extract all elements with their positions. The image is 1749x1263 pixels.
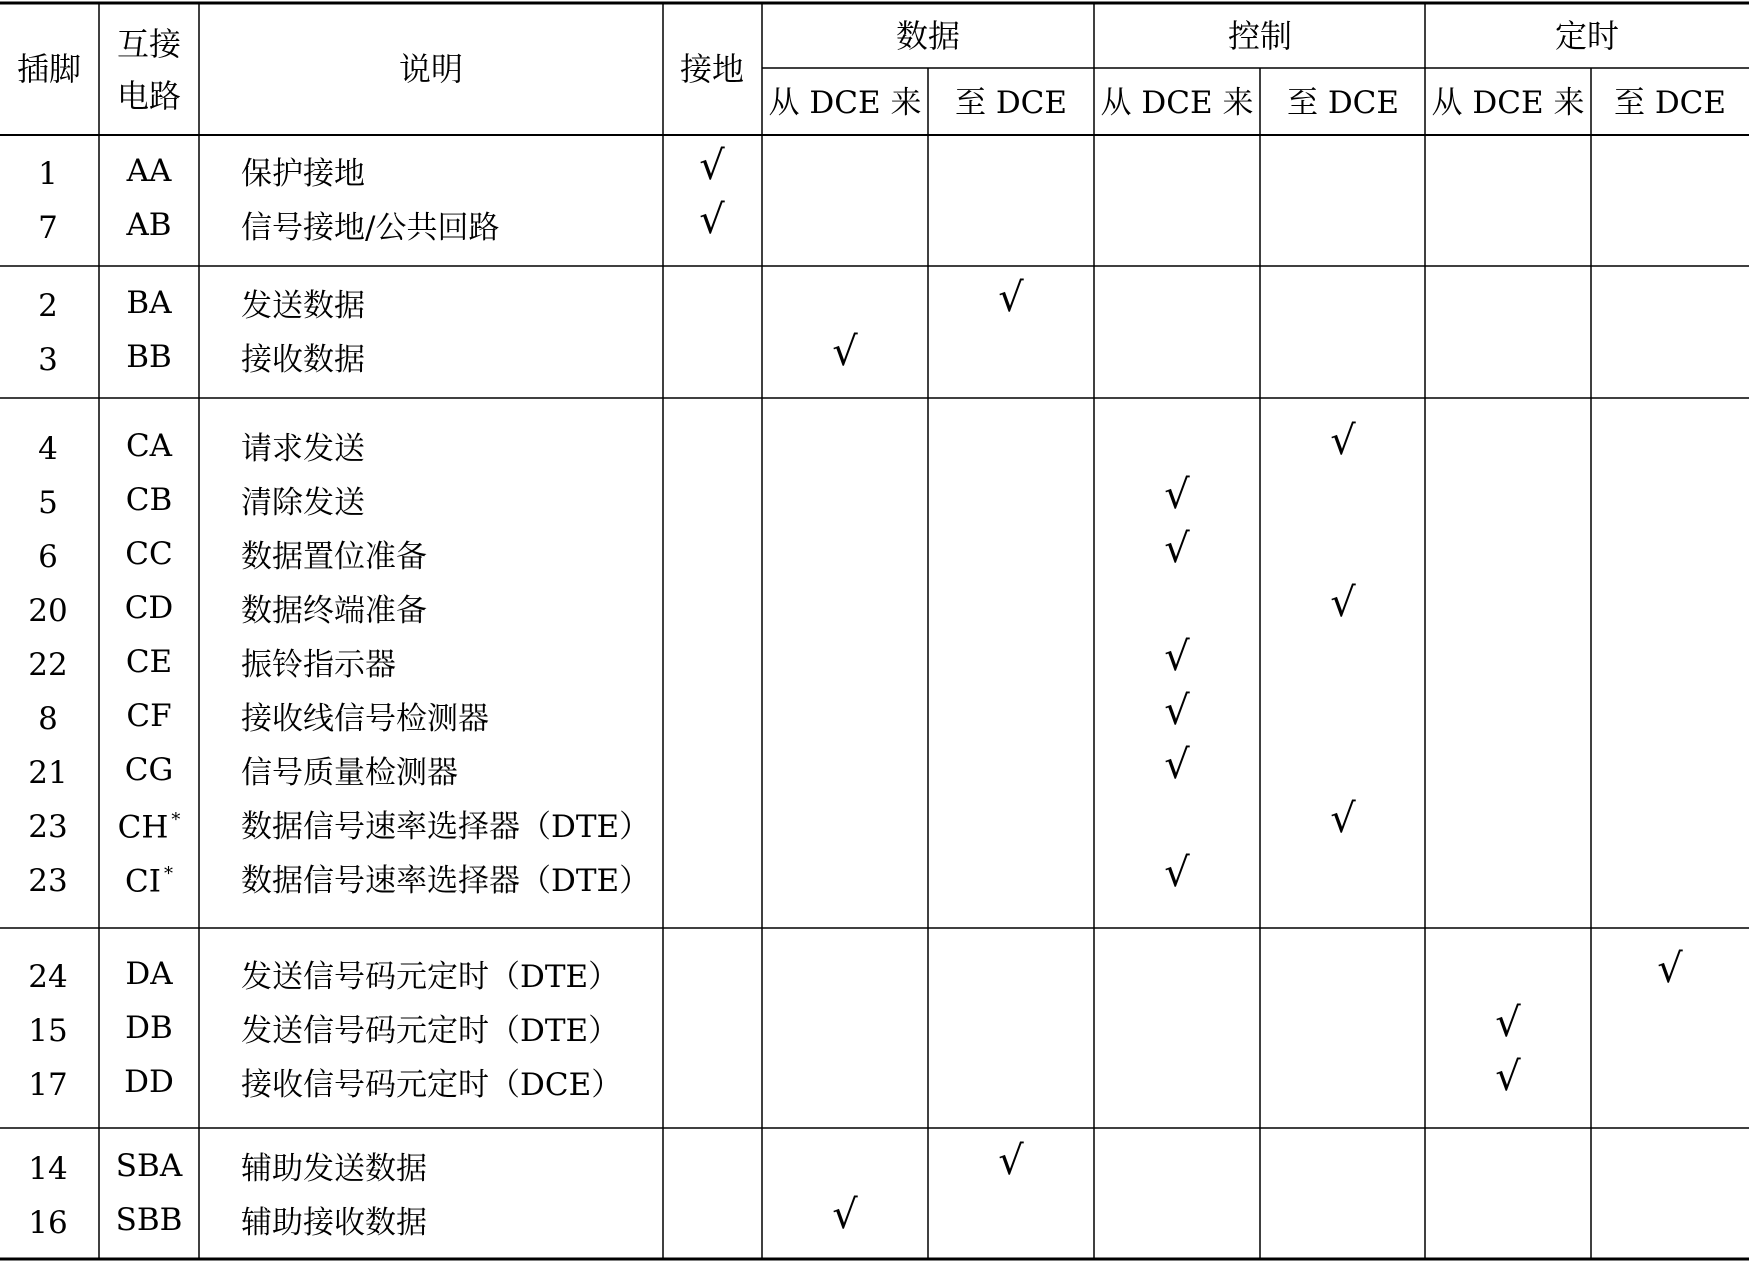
check-mark: √ xyxy=(699,197,725,243)
header-group-data: 数据 xyxy=(895,17,961,55)
circuit-cell xyxy=(124,1065,174,1099)
description-cell: 辅助发送数据 xyxy=(241,1151,427,1187)
pin-cell: 3 xyxy=(38,342,58,378)
circuit-cell xyxy=(125,957,172,991)
circuit-cell xyxy=(116,1149,182,1183)
footnote-marker: * xyxy=(163,863,173,885)
circuit-cell xyxy=(116,1203,183,1237)
check-mark: √ xyxy=(1495,1000,1521,1046)
check-mark: √ xyxy=(1164,850,1190,896)
check-mark: √ xyxy=(998,1138,1024,1184)
circuit-code: CE xyxy=(125,644,173,680)
pin-cell: 7 xyxy=(38,210,58,246)
pin-cell: 6 xyxy=(38,539,58,575)
circuit-cell xyxy=(126,340,172,374)
pin-cell: 23 xyxy=(28,863,68,899)
description-cell: 接收数据 xyxy=(241,342,365,378)
check-mark: √ xyxy=(1657,946,1683,992)
description-cell: 振铃指示器 xyxy=(241,647,396,683)
circuit-cell xyxy=(126,208,171,242)
description-cell: 接收线信号检测器 xyxy=(241,701,489,737)
check-mark: √ xyxy=(1164,472,1190,518)
header-pin: 插脚 xyxy=(16,50,82,88)
circuit-code: CI xyxy=(125,863,161,900)
description-cell: 数据置位准备 xyxy=(241,539,427,575)
description-cell: 发送信号码元定时（DTE） xyxy=(241,1013,620,1049)
pin-cell: 5 xyxy=(38,485,58,521)
pin-cell: 16 xyxy=(28,1205,68,1241)
header-timing-to-dce: 至 DCE xyxy=(1613,85,1727,121)
pin-cell: 2 xyxy=(38,288,58,324)
circuit-code: CC xyxy=(125,536,173,572)
circuit-cell xyxy=(125,1011,173,1045)
circuit-code: CB xyxy=(125,482,173,518)
circuit-cell xyxy=(125,753,173,787)
description-cell: 数据终端准备 xyxy=(241,593,427,629)
circuit-cell xyxy=(126,483,173,517)
description-cell: 信号接地/公共回路 xyxy=(241,210,500,246)
circuit-cell xyxy=(125,537,172,571)
circuit-code: CD xyxy=(124,590,174,626)
circuit-code: AA xyxy=(126,153,172,189)
header-group-timing: 定时 xyxy=(1554,17,1620,55)
circuit-cell xyxy=(127,154,172,188)
pin-cell: 1 xyxy=(38,156,58,192)
circuit-code: CA xyxy=(125,428,173,464)
circuit-code: BB xyxy=(126,339,172,375)
header-data-from-dce: 从 DCE 来 xyxy=(768,85,922,121)
check-mark: √ xyxy=(1164,634,1190,680)
pin-cell: 24 xyxy=(28,959,68,995)
check-mark: √ xyxy=(1164,742,1190,788)
circuit-code: SBA xyxy=(115,1148,183,1184)
pin-cell: 23 xyxy=(28,809,68,845)
circuit-code: CH xyxy=(117,809,169,846)
check-mark: √ xyxy=(998,275,1024,321)
circuit-code: DA xyxy=(125,956,173,992)
description-cell: 辅助接收数据 xyxy=(241,1205,427,1241)
description-cell: 信号质量检测器 xyxy=(241,755,458,791)
check-mark: √ xyxy=(1330,796,1356,842)
description-cell: 请求发送 xyxy=(241,431,365,467)
circuit-cell xyxy=(126,699,171,733)
description-cell: 保护接地 xyxy=(241,156,365,192)
check-mark: √ xyxy=(699,143,725,189)
circuit-code: BA xyxy=(126,285,172,321)
description-cell: 发送数据 xyxy=(241,288,365,324)
check-mark: √ xyxy=(1495,1054,1521,1100)
check-mark: √ xyxy=(1330,418,1356,464)
description-cell: 发送信号码元定时（DTE） xyxy=(241,959,620,995)
description-cell: 数据信号速率选择器（DTE） xyxy=(241,809,651,845)
circuit-code: DB xyxy=(125,1010,173,1046)
circuit-cell xyxy=(125,591,174,625)
header-control-from-dce: 从 DCE 来 xyxy=(1100,85,1254,121)
header-ground: 接地 xyxy=(679,50,745,88)
circuit-code: DD xyxy=(124,1064,174,1100)
pin-cell: 22 xyxy=(28,647,68,683)
description-cell: 接收信号码元定时（DCE） xyxy=(241,1067,623,1103)
check-mark: √ xyxy=(1330,580,1356,626)
footnote-marker: * xyxy=(171,809,181,831)
pin-cell: 15 xyxy=(28,1013,68,1049)
description-cell: 数据信号速率选择器（DTE） xyxy=(241,863,651,899)
circuit-code: AB xyxy=(126,207,172,243)
check-mark: √ xyxy=(1164,688,1190,734)
pin-cell: 21 xyxy=(28,755,68,791)
pin-cell: 14 xyxy=(28,1151,68,1187)
header-circuit-line2: 电路 xyxy=(116,77,182,115)
pin-cell: 17 xyxy=(28,1067,68,1103)
circuit-code: CF xyxy=(126,698,172,734)
circuit-cell xyxy=(118,804,181,845)
header-description: 说明 xyxy=(398,50,464,88)
header-data-to-dce: 至 DCE xyxy=(954,85,1068,121)
check-mark: √ xyxy=(832,329,858,375)
header-group-control: 控制 xyxy=(1227,17,1293,55)
pin-cell: 20 xyxy=(28,593,68,629)
circuit-cell xyxy=(126,645,172,679)
pin-cell: 8 xyxy=(38,701,58,737)
header-timing-from-dce: 从 DCE 来 xyxy=(1431,85,1585,121)
header-control-to-dce: 至 DCE xyxy=(1286,85,1400,121)
circuit-code: SBB xyxy=(115,1202,183,1238)
circuit-code: CG xyxy=(124,752,174,788)
pin-cell: 4 xyxy=(38,431,58,467)
circuit-cell xyxy=(126,429,172,463)
check-mark: √ xyxy=(832,1192,858,1238)
description-cell: 清除发送 xyxy=(241,485,365,521)
header-circuit-line1: 互接 xyxy=(116,25,182,63)
circuit-cell xyxy=(126,286,171,320)
check-mark: √ xyxy=(1164,526,1190,572)
circuit-cell xyxy=(125,858,173,899)
